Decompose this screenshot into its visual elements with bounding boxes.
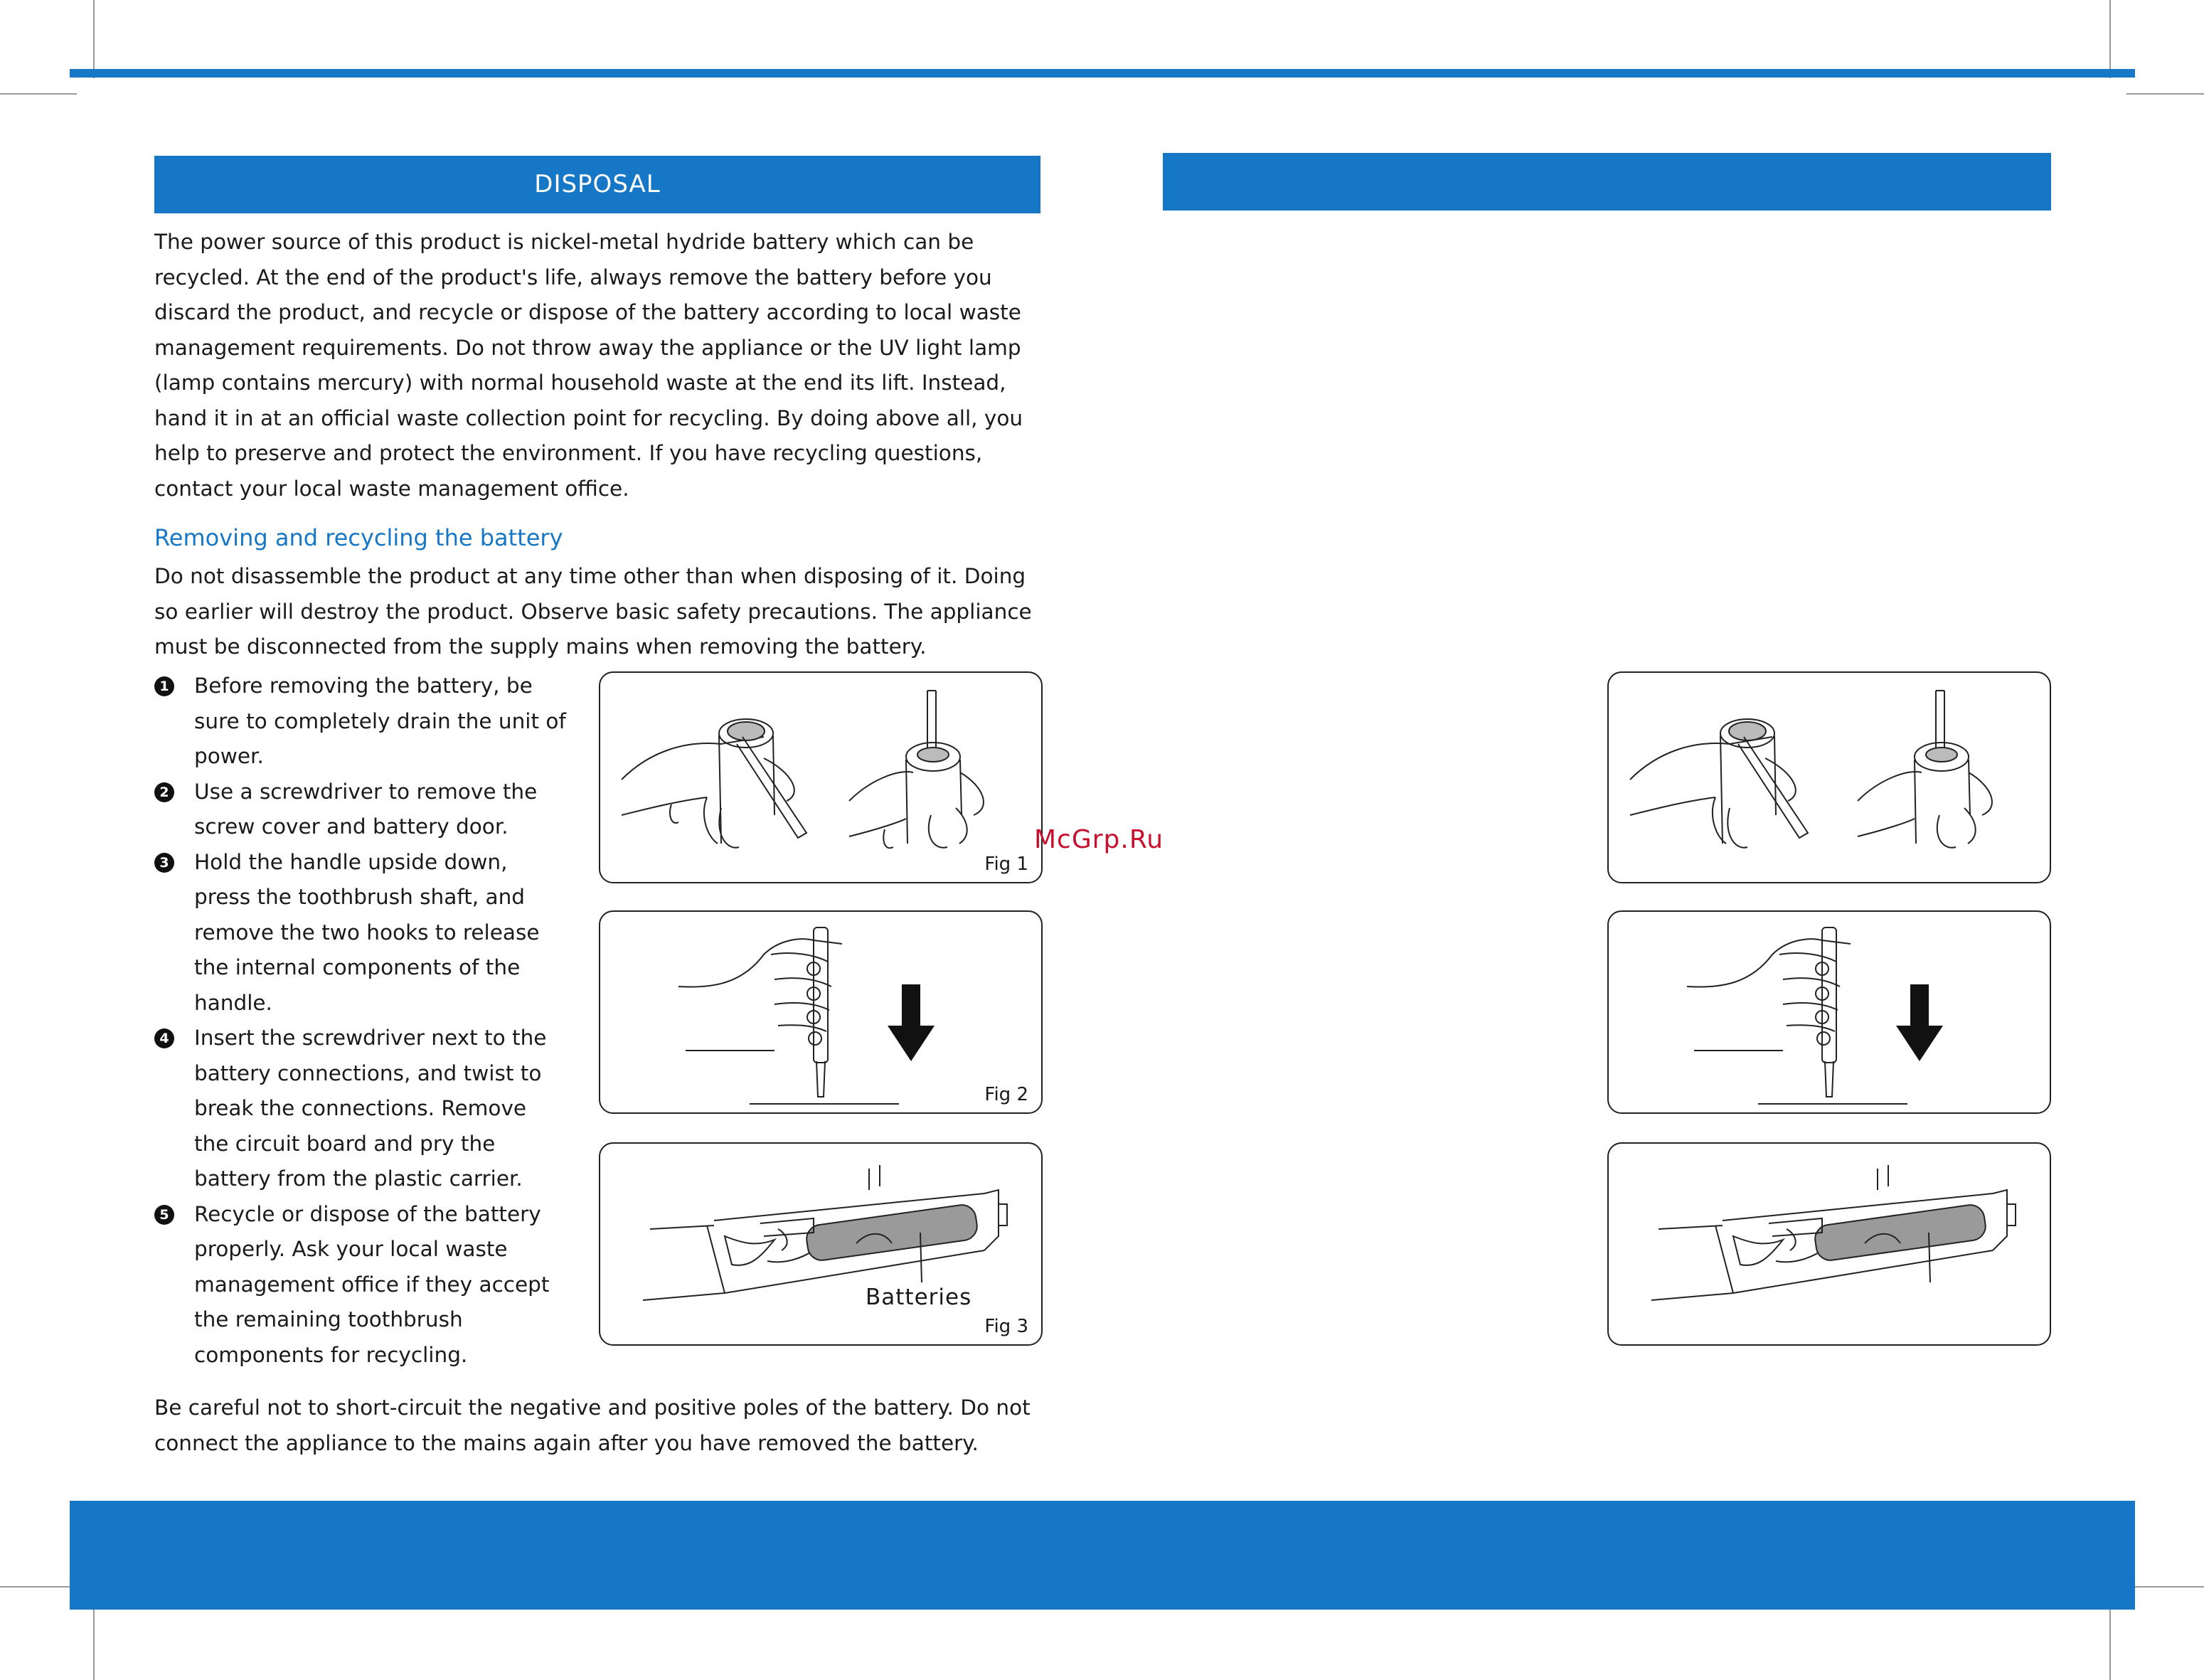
- internal-components-illustration: [600, 1144, 1041, 1344]
- figure-3-label: Fig 3: [984, 1316, 1028, 1337]
- step-number: 3: [154, 853, 174, 873]
- batteries-label: Batteries: [866, 1285, 972, 1310]
- step-text: Recycle or dispose of the battery properly. Ask your local waste management office if they accept the remaining toothbrush components for recycling.: [194, 1201, 550, 1367]
- crop-mark: [0, 1586, 77, 1588]
- handle-press-illustration: [1609, 912, 2050, 1112]
- crop-mark: [93, 1602, 95, 1680]
- list-item: [154, 1021, 567, 1197]
- section-title-bar-right: [1163, 153, 2051, 211]
- hand-screwdriver-illustration: [1609, 673, 2050, 882]
- figure-2: [599, 910, 1043, 1114]
- list-item: [154, 1197, 567, 1373]
- figure-3: [599, 1142, 1043, 1346]
- figure-2-label: Fig 2: [984, 1084, 1028, 1105]
- crop-mark: [2126, 93, 2204, 95]
- step-number: 1: [154, 676, 174, 696]
- figure-3-right: [1607, 1142, 2051, 1346]
- list-item: [154, 845, 567, 1021]
- crop-mark: [0, 93, 77, 95]
- step-text: Use a screwdriver to remove the screw cover and battery door.: [194, 779, 538, 839]
- hand-screwdriver-illustration: [600, 673, 1041, 882]
- list-item: [154, 775, 567, 845]
- crop-mark: [2109, 1602, 2111, 1680]
- step-number: 2: [154, 782, 174, 802]
- figure-1-label: Fig 1: [984, 854, 1028, 875]
- top-rule: [70, 69, 2135, 78]
- list-item: [154, 669, 567, 775]
- crop-mark: [2126, 1586, 2204, 1588]
- handle-press-illustration: [600, 912, 1041, 1112]
- step-list: [154, 669, 567, 1373]
- step-number: 4: [154, 1028, 174, 1048]
- step-text: Insert the screwdriver next to the battery connections, and twist to break the connections. Remove the circuit board and pry the battery from the plastic carrier.: [194, 1026, 547, 1191]
- step-text: Before removing the battery, be sure to completely drain the unit of power.: [194, 674, 566, 768]
- crop-mark: [2109, 0, 2111, 78]
- section-title: DISPOSAL: [154, 156, 1040, 213]
- step-text: Hold the handle upside down, press the toothbrush shaft, and remove the two hooks to release the internal components of the handle.: [194, 849, 540, 1015]
- intro-paragraph: The power source of this product is nickel-metal hydride battery which can be recycled. At the end of the product's life, always remove the battery before you discard the product, and recycle or dispose of the battery according to local waste management requirements. Do not throw away the appliance or the UV light lamp (lamp contains mercury) with normal household waste at the end its lift. Instead, hand it in at an official waste collection point for recycling. By doing above all, you help to preserve and protect the environment. If you have recycling questions, contact your local waste management office.: [154, 230, 1023, 501]
- footer-band: [70, 1501, 2135, 1610]
- warning-paragraph: Be careful not to short-circuit the negative and positive poles of the battery. Do not connect the appliance to the mains again after you have removed the battery.: [154, 1395, 1031, 1455]
- figure-2-right: [1607, 910, 2051, 1114]
- internal-components-illustration: [1609, 1144, 2050, 1344]
- subsection-heading: Removing and recycling the battery: [154, 524, 563, 551]
- step-number: 5: [154, 1205, 174, 1225]
- figure-1-right: [1607, 671, 2051, 883]
- crop-mark: [93, 0, 95, 78]
- watermark: McGrp.Ru: [1034, 825, 1164, 854]
- figure-1: [599, 671, 1043, 883]
- subsection-paragraph: Do not disassemble the product at any time other than when disposing of it. Doing so earlier will destroy the product. Observe basic safety precautions. The appliance must be disconnected from the supply mains when removing the battery.: [154, 564, 1032, 659]
